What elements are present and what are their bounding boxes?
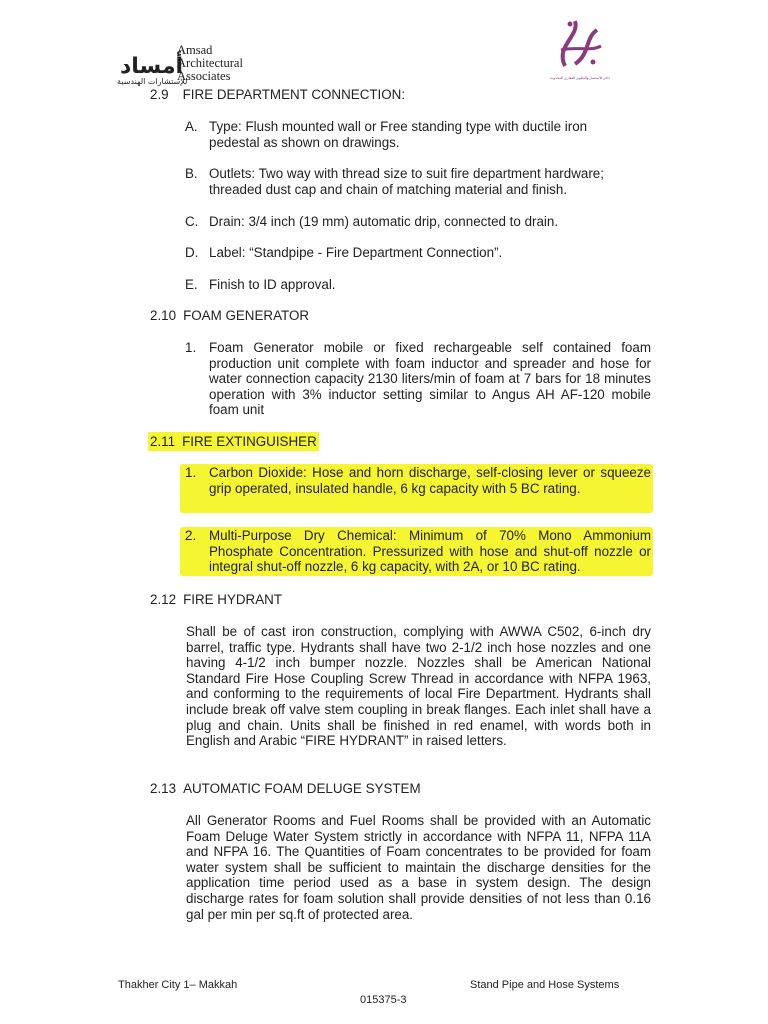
list-item-text: Outlets: Two way with thread size to suit fire department hardware; (209, 166, 604, 181)
list-item-text: Label: “Standpipe - Fire Department Connection”. (209, 245, 503, 260)
list-item-text: Type: Flush mounted wall or Free standing type with ductile iron (209, 119, 588, 134)
list-item-number: 1. (185, 465, 197, 480)
section-title: FIRE HYDRANT (183, 592, 283, 607)
footer-page-number: 015375-3 (360, 994, 407, 1006)
list-item-text: Foam Generator mobile or fixed rechargeable self contained foam production unit complete with foam inductor and spreader and hose for water connection capacity 2130 liters/min of foam at 7 bars for 18 minutes operation with 3% inductor setting similar to Angus AH AF-120 mobile foam unit (209, 340, 651, 418)
amsad-logo-text (177, 44, 243, 83)
list-item-text: pedestal as shown on drawings. (209, 135, 400, 150)
amsad-logo-arabic: أمساد (120, 54, 184, 79)
section-number: 2.12 (150, 592, 177, 607)
footer-section-title: Stand Pipe and Hose Systems (470, 979, 620, 991)
section-title: FIRE EXTINGUISHER (182, 434, 317, 449)
section-2-11-highlight (148, 432, 319, 451)
list-item-letter: D. (185, 245, 199, 260)
section-number: 2.10 (150, 308, 177, 323)
section-2-13-heading (150, 781, 421, 797)
list-item-text: Drain: 3/4 inch (19 mm) automatic drip, connected to drain. (209, 214, 559, 229)
list-item-letter: C. (185, 214, 199, 229)
section-number: 2.13 (150, 781, 177, 796)
section-2-10-heading (150, 308, 309, 324)
section-title: FOAM GENERATOR (183, 308, 310, 323)
list-item-text: Carbon Dioxide: Hose and horn discharge, self-closing lever or squeeze grip operated, insulated handle, 6 kg capacity with 5 BC rating. (209, 465, 651, 496)
section-2-9-heading (150, 87, 405, 103)
list-item-text: Finish to ID approval. (209, 277, 336, 292)
section-number: 2.11 (150, 434, 176, 449)
amsad-logo-line2: Architectural (177, 56, 243, 70)
section-2-13-body: All Generator Rooms and Fuel Rooms shall be provided with an Automatic Foam Deluge Water System strictly in accordance with NFPA 11, NFPA 11A and NFPA 16. The Quantities of Foam concentrates to be provided for foam water system shall be sufficient to maintain the discharge densities for the application time period used as a base in system design. The design discharge rates for foam solution shall provide densities of not less than 0.16 gal per min per sq.ft of protected area. (186, 813, 651, 922)
list-item-text: threaded dust cap and chain of matching material and finish. (209, 182, 568, 197)
list-item-letter: A. (185, 119, 198, 134)
section-2-12-body: Shall be of cast iron construction, complying with AWWA C502, 6-inch dry barrel, traffic type. Hydrants shall have two 2-1/2 inch hose nozzles and one having 4-1/2 inch bumper nozzle. Nozzles shall be American National Standard Fire Hose Coupling Screw Thread in accordance with NFPA 1963, and conforming to the requirements of local Fire Department. Hydrants shall include break off valve stem coupling in break flanges. Each inlet shall have a plug and chain. Units shall be finished in red enamel, with words both in English and Arabic “FIRE HYDRANT” in raised letters. (186, 624, 651, 749)
section-2-12-heading (150, 592, 282, 608)
list-item-text: Multi-Purpose Dry Chemical: Minimum of 70% Mono Ammonium Phosphate Concentration. Pressurized with hose and shut-off nozzle or integral shut-off nozzle, 6 kg capacity, with 2A, or 10 BC rating. (209, 528, 651, 575)
list-item-number: 2. (185, 528, 197, 543)
section-title: AUTOMATIC FOAM DELUGE SYSTEM (183, 781, 421, 796)
amsad-logo-arabic-sub: للإستشارات الهندسية (117, 77, 188, 86)
list-item-letter: B. (185, 166, 198, 181)
list-item-letter: E. (185, 277, 198, 292)
amsad-logo (117, 44, 267, 90)
amsad-logo-line1: Amsad (177, 43, 213, 57)
amsad-logo-line3: Associates (177, 69, 231, 83)
section-title: FIRE DEPARTMENT CONNECTION: (182, 87, 406, 102)
section-2-11-heading (148, 434, 319, 450)
thakher-logo-caption: ذاخر للاستثمار والتطوير العقاري المحدودة (549, 76, 611, 80)
thakher-logo-mark (535, 16, 625, 76)
footer-project: Thakher City 1– Makkah (118, 979, 238, 991)
list-item-number: 1. (185, 340, 197, 355)
section-number: 2.9 (150, 87, 169, 102)
thakher-logo (535, 16, 625, 88)
